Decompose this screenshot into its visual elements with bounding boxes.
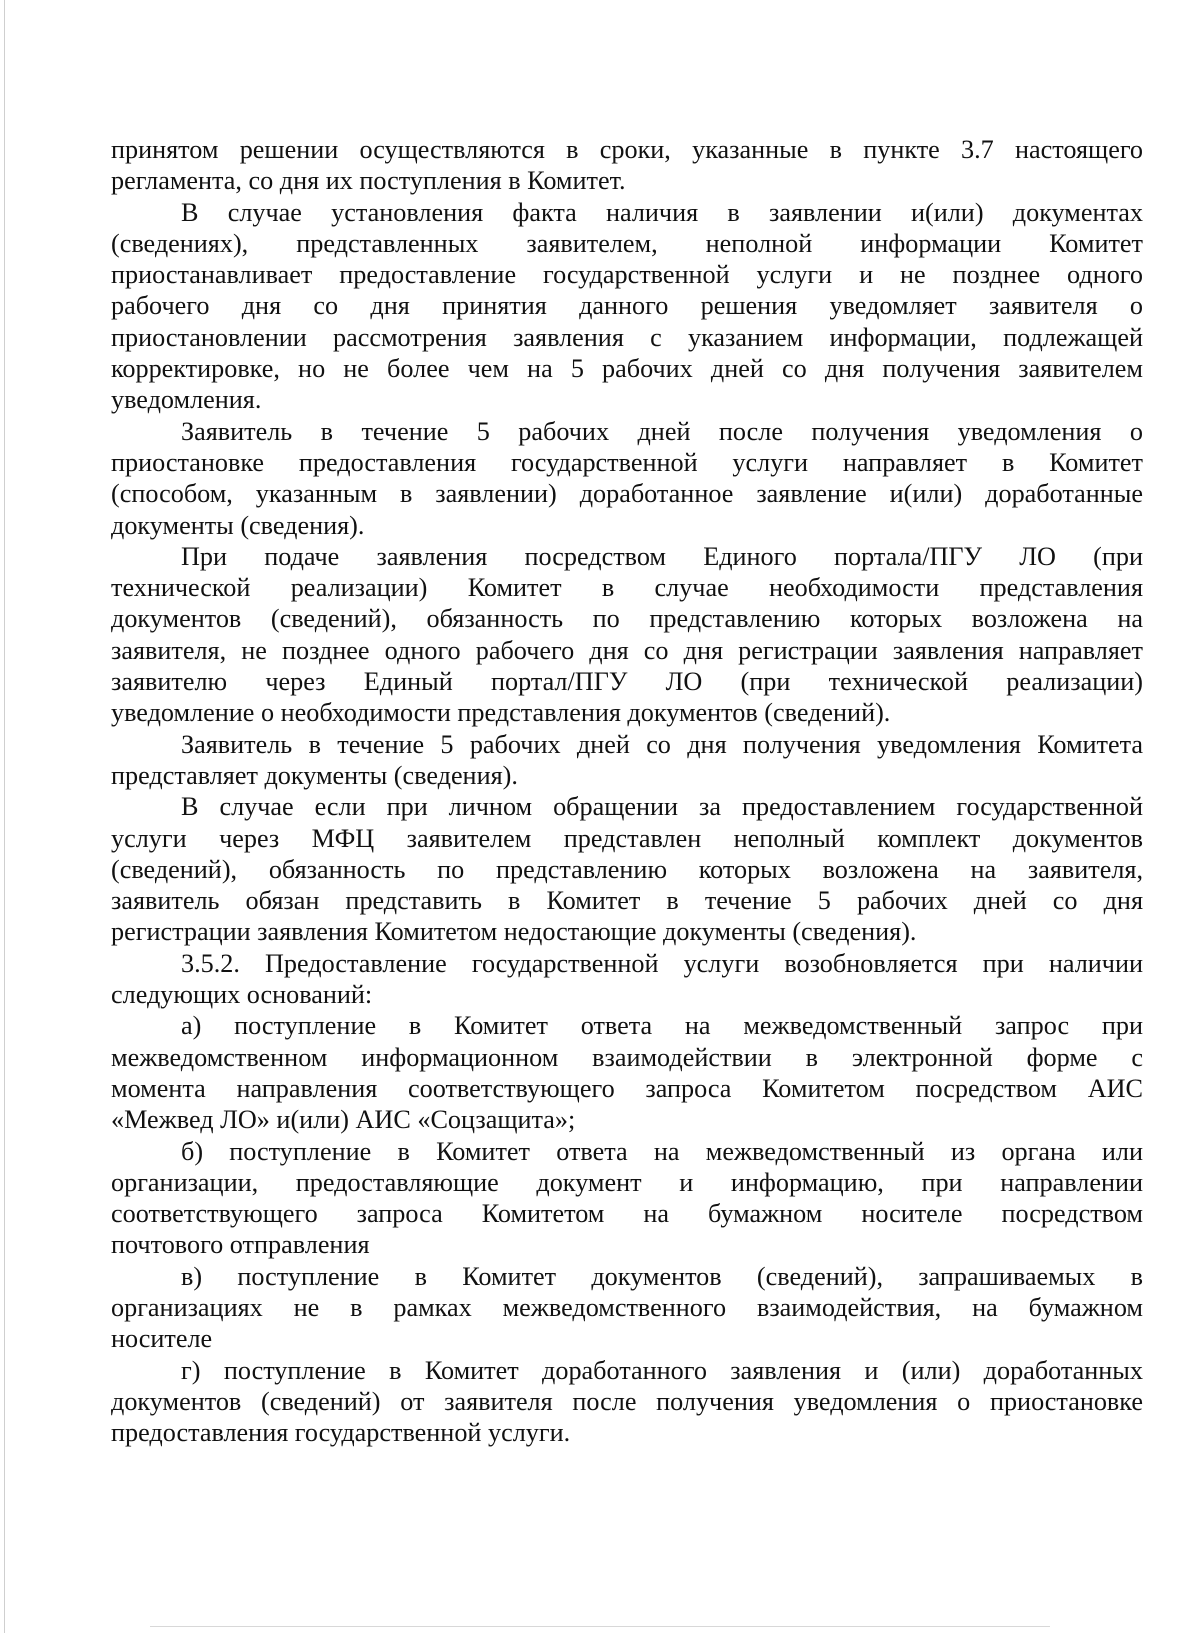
text-line: заявитель обязан представить в Комитет в течение 5 рабочих дней со дня	[111, 886, 1143, 916]
text-line: следующих оснований:	[111, 980, 373, 1010]
text-line: почтового отправления	[111, 1230, 370, 1260]
text-line: заявителя, не позднее одного рабочего дня со дня регистрации заявления направляет	[111, 635, 1143, 665]
paragraph	[111, 948, 1143, 1011]
text-line: приостановке предоставления государственной услуги направляет в Комитет	[111, 447, 1143, 477]
paragraph	[111, 1355, 1143, 1449]
paragraph	[111, 791, 1143, 947]
text-line: приостанавливает предоставление государственной услуги и не позднее одного	[111, 260, 1143, 290]
text-line: При подаче заявления посредством Единого портала/ПГУ ЛО (при	[181, 541, 1143, 571]
text-line: рабочего дня со дня принятия данного решения уведомляет заявителя о	[111, 291, 1143, 321]
text-line: представляет документы (сведения).	[111, 760, 518, 790]
text-line: организациях не в рамках межведомственного взаимодействия, на бумажном	[111, 1292, 1143, 1322]
text-line: межведомственном информационном взаимодействии в электронной форме с	[111, 1042, 1143, 1072]
text-line: услуги через МФЦ заявителем представлен неполный комплект документов	[111, 823, 1143, 853]
text-line: соответствующего запроса Комитетом на бумажном носителе посредством	[111, 1199, 1143, 1229]
text-line: документы (сведения).	[111, 510, 365, 540]
text-line: носителе	[111, 1324, 213, 1354]
text-line: организации, предоставляющие документ и информацию, при направлении	[111, 1167, 1143, 1197]
text-line: а) поступление в Комитет ответа на межведомственный запрос при	[181, 1011, 1143, 1041]
text-line: (сведениях), представленных заявителем, неполной информации Комитет	[111, 228, 1143, 258]
text-line: регистрации заявления Комитетом недостающие документы (сведения).	[111, 917, 917, 947]
text-line: г) поступление в Комитет доработанного заявления и (или) доработанных	[181, 1355, 1143, 1385]
scan-edge-left	[4, 0, 5, 1633]
paragraph	[111, 729, 1143, 792]
text-line: момента направления соответствующего запроса Комитетом посредством АИС	[111, 1073, 1143, 1103]
text-line: б) поступление в Комитет ответа на межведомственный из органа или	[181, 1136, 1143, 1166]
text-line: приостановлении рассмотрения заявления с указанием информации, подлежащей	[111, 322, 1143, 352]
text-line: (сведений), обязанность по представлению которых возложена на заявителя,	[111, 854, 1143, 884]
paragraph	[111, 1136, 1143, 1261]
text-line: (способом, указанным в заявлении) доработанное заявление и(или) доработанные	[111, 479, 1143, 509]
text-line: 3.5.2. Предоставление государственной услуги возобновляется при наличии	[181, 948, 1143, 978]
text-line: предоставления государственной услуги.	[111, 1418, 571, 1448]
text-line: уведомление о необходимости представления документов (сведений).	[111, 698, 891, 728]
text-line: Заявитель в течение 5 рабочих дней со дня получения уведомления Комитета	[181, 729, 1143, 759]
text-line: заявителю через Единый портал/ПГУ ЛО (при технической реализации)	[111, 667, 1143, 697]
text-line: технической реализации) Комитет в случае необходимости представления	[111, 573, 1143, 603]
text-line: В случае если при личном обращении за предоставлением государственной	[181, 792, 1143, 822]
text-line: принятом решении осуществляются в сроки, указанные в пункте 3.7 настоящего	[111, 135, 1143, 164]
text-line: документов (сведений), обязанность по представлению которых возложена на	[111, 604, 1143, 634]
text-line: Заявитель в течение 5 рабочих дней после получения уведомления о	[181, 416, 1143, 446]
text-line: «Межвед ЛО» и(или) АИС «Соцзащита»;	[111, 1105, 576, 1135]
text-line: в) поступление в Комитет документов (сведений), запрашиваемых в	[181, 1261, 1143, 1291]
scan-edge-bottom	[150, 1626, 1050, 1627]
document-body	[111, 134, 1143, 1448]
text-line: документов (сведений) от заявителя после получения уведомления о приостановке	[111, 1386, 1143, 1416]
paragraph	[111, 197, 1143, 416]
paragraph	[111, 541, 1143, 729]
paragraph	[111, 1010, 1143, 1135]
paragraph	[111, 134, 1143, 197]
text-line: В случае установления факта наличия в заявлении и(или) документах	[181, 197, 1143, 227]
text-line: регламента, со дня их поступления в Комитет.	[111, 166, 626, 196]
paragraph	[111, 1261, 1143, 1355]
text-line: корректировке, но не более чем на 5 рабочих дней со дня получения заявителем	[111, 354, 1143, 384]
text-line: уведомления.	[111, 385, 262, 415]
paragraph	[111, 416, 1143, 541]
